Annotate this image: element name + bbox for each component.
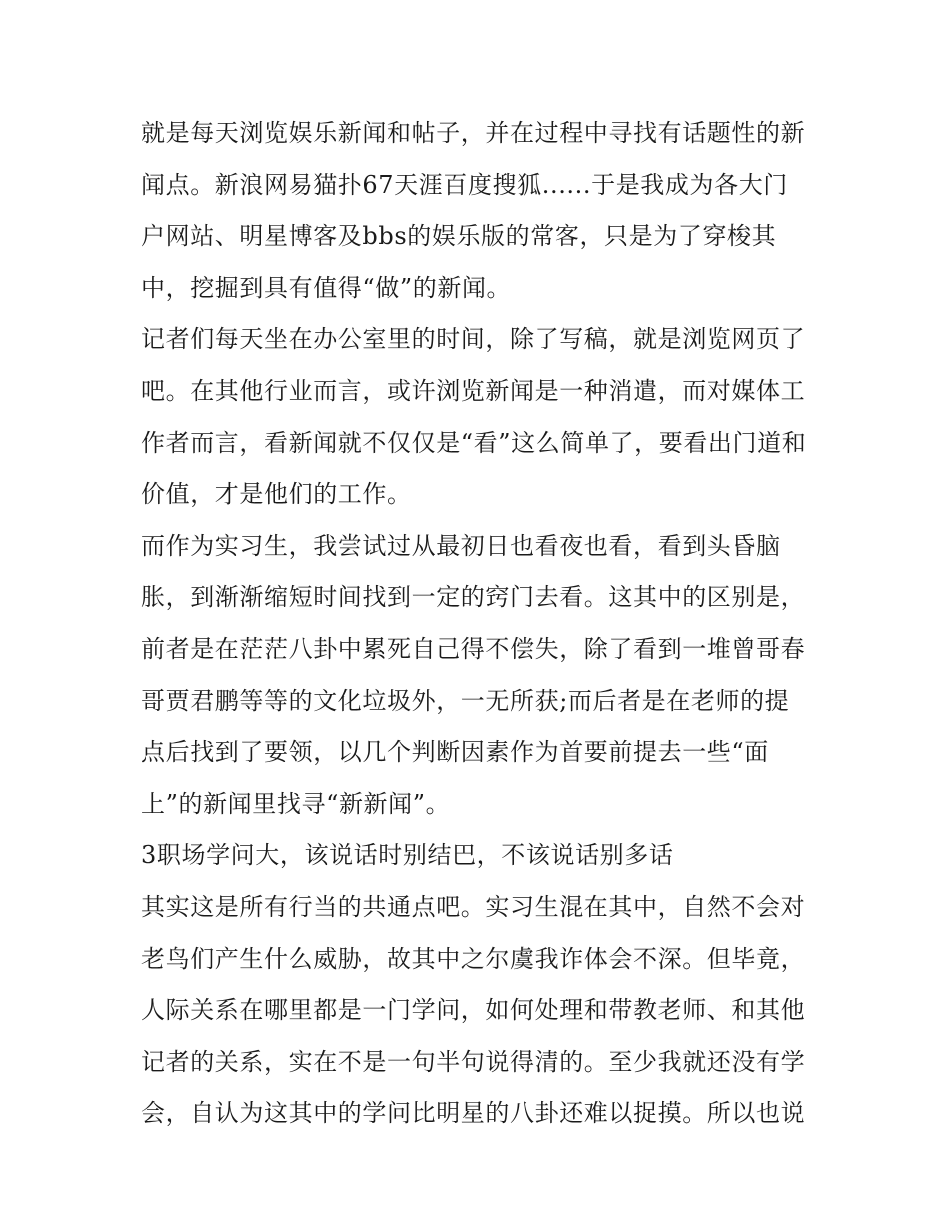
text-line: 中，挖掘到具有值得“做”的新闻。 bbox=[141, 273, 512, 302]
text-line: 会，自认为这其中的学问比明星的八卦还难以捉摸。所以也说 bbox=[141, 1099, 806, 1128]
text-line: 价值，才是他们的工作。 bbox=[141, 480, 412, 509]
text-line: 就是每天浏览娱乐新闻和帖子，并在过程中寻找有话题性的新 bbox=[141, 119, 806, 147]
text-line: 闻点。新浪网易猫扑67天涯百度搜狐......于是我成为各大门 bbox=[141, 170, 788, 199]
text-line: 记者的关系，实在不是一句半句说得清的。至少我就还没有学 bbox=[141, 1047, 806, 1076]
text-line: 哥贾君鹏等等的文化垃圾外，一无所获;而后者是在老师的提 bbox=[141, 686, 790, 715]
text-line: 作者而言，看新闻就不仅仅是“看”这么简单了，要看出门道和 bbox=[141, 428, 807, 457]
text-line: 记者们每天坐在办公室里的时间，除了写稿，就是浏览网页了 bbox=[141, 325, 806, 354]
text-line: 胀，到渐渐缩短时间找到一定的窍门去看。这其中的区别是， bbox=[141, 583, 806, 612]
text-line: 其实这是所有行当的共通点吧。实习生混在其中，自然不会对 bbox=[141, 892, 806, 921]
text-line: 户网站、明星博客及bbs的娱乐版的常客，只是为了穿梭其 bbox=[141, 222, 777, 251]
document-body bbox=[141, 108, 821, 1140]
text-line: 上”的新闻里找寻“新新闻”。 bbox=[141, 789, 451, 818]
text-line: 人际关系在哪里都是一门学问，如何处理和带教老师、和其他 bbox=[141, 996, 806, 1025]
text-line: 而作为实习生，我尝试过从最初日也看夜也看，看到头昏脑 bbox=[141, 531, 781, 560]
section-heading: 3职场学问大，该说话时别结巴，不该说话别多话 bbox=[141, 841, 674, 870]
text-line: 老鸟们产生什么威胁，故其中之尔虞我诈体会不深。但毕竟， bbox=[141, 944, 806, 973]
text-line: 点后找到了要领，以几个判断因素作为首要前提去一些“面 bbox=[141, 738, 769, 767]
text-line: 前者是在茫茫八卦中累死自己得不偿失，除了看到一堆曾哥春 bbox=[141, 634, 806, 663]
text-line: 吧。在其他行业而言，或许浏览新闻是一种消遣，而对媒体工 bbox=[141, 376, 806, 405]
